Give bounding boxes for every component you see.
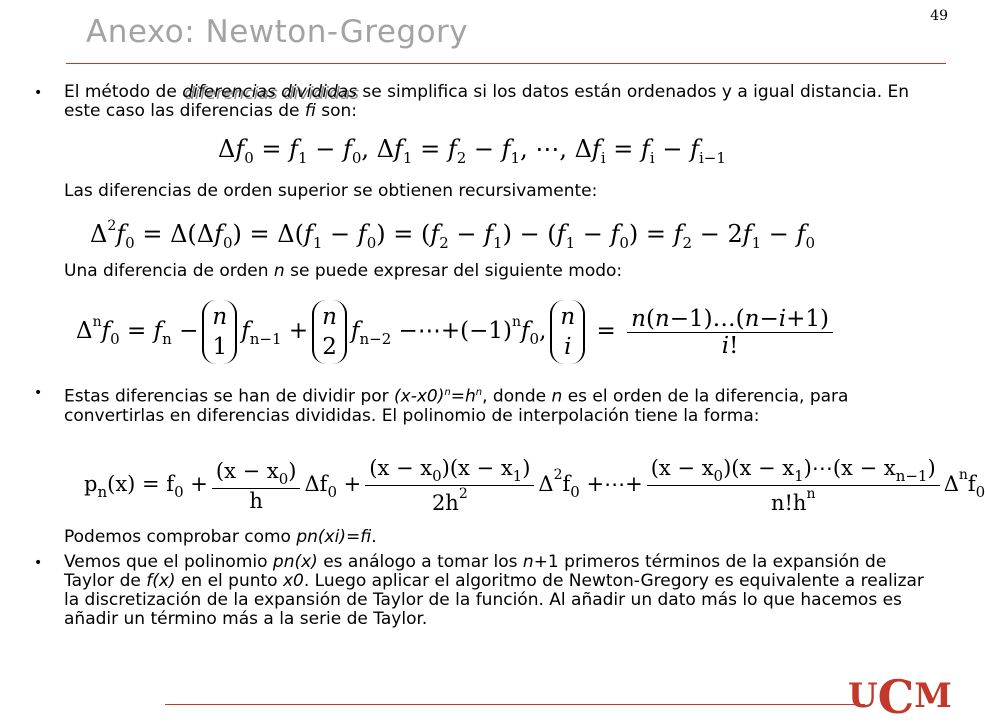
formula-second-difference: $\Delta^2f_0 = \Delta(\Delta f_0) = \Delta(f_1 - f_0) = (f_2 - f_1) - (f_1 - f_0) = f_2 - 2f_1 - f_0$ <box>90 218 815 252</box>
formula-first-differences: $\Delta f_0 = f_1 - f_0$, $\Delta f_1 = f_2 - f_1$, ⋯, $\Delta f_i = f_i - f_{i-1}$ <box>218 135 726 167</box>
paragraph-intro: El método de diferencias divididas se simplifica si los datos están ordenados y a igual distancia. En este caso las diferencias de fi son: <box>64 82 910 121</box>
paragraph-order-n: Una diferencia de orden n se puede expresar del siguiente modo: <box>64 261 623 281</box>
bullet-3: • <box>34 555 43 571</box>
paragraph-recursive: Las diferencias de orden superior se obtienen recursivamente: <box>64 181 598 201</box>
bullet-2: • <box>34 385 43 401</box>
paragraph-divide: Estas diferencias se han de dividir por $(x-x0)^n=h^n$, donde n es el orden de la diferencia, para convertirlas en diferencias divididas. El polinomio de interpolación tiene la forma: <box>64 386 849 426</box>
formula-nth-difference: $\Delta^nf_0 = f_n$ − n 1 $f_{n-1}$ + n 2 $f_{n-2}$ $-\cdots+(-1)^nf_0$, n i = $\frac{n(n-1)\dots(n-i+1)}{i!}$ <box>76 300 837 364</box>
title-divider <box>66 63 946 64</box>
bullet-1: • <box>34 85 43 101</box>
emphasis-diferencias-divididas: diferencias divididas <box>182 82 358 102</box>
slide-title: Anexo: Newton-Gregory <box>86 14 469 50</box>
footer-divider <box>165 704 865 705</box>
ucm-logo: UCM <box>848 670 952 724</box>
paragraph-check: Podemos comprobar como pn(xi)=fi. <box>64 527 377 547</box>
formula-interpolation-polynomial: $p_n(x) = f_0$ + $\frac{(x - x_0)}{h}$ $\Delta f_0$ + $\frac{(x - x_0)(x - x_1)}{2h^2}$ $\Delta^2f_0$ +⋯+ $\frac{(x - x_0)(x - x_1)\cdots(x - x_{n-1})}{n!h^n}$ $\Delta^nf_0$ <box>84 456 985 515</box>
paragraph-taylor: Vemos que el polinomio pn(x) es análogo a tomar los n+1 primeros términos de la expansión de Taylor de f(x) en el punto x0. Luego aplicar el algoritmo de Newton-Gregory es equivalente a realizar la discretización de la expansión de Taylor de la función. Al añadir un dato más lo que hacemos es añadir un término más a la serie de Taylor. <box>64 552 924 629</box>
page-number: 49 <box>930 8 948 24</box>
